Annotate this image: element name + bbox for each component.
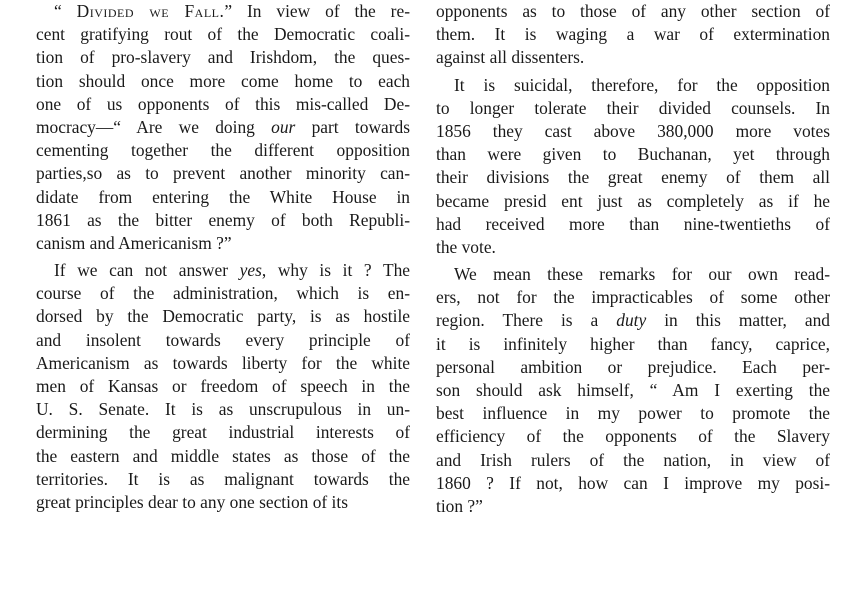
text-line — [436, 356, 830, 379]
emphasis-text: our — [271, 116, 296, 137]
text-run: , why is it ? The — [261, 260, 410, 281]
text-line — [436, 495, 830, 518]
text-run: We mean these remarks for our own read- — [454, 264, 830, 285]
text-run: one of us opponents of this mis-called De- — [36, 93, 410, 114]
text-run: had received more than nine-twentieths of — [436, 213, 830, 234]
text-line — [436, 120, 830, 143]
text-run: and insolent towards every principle of — [36, 329, 410, 350]
text-line — [36, 259, 410, 282]
text-line — [36, 46, 410, 69]
text-run: didate from entering the White House in — [36, 186, 410, 207]
text-run: than were given to Buchanan, yet through — [436, 144, 830, 165]
text-line — [36, 398, 410, 421]
text-line — [36, 375, 410, 398]
text-line — [36, 116, 410, 139]
text-line — [436, 23, 830, 46]
emphasis-text: yes — [239, 260, 262, 281]
text-line — [436, 166, 830, 189]
text-run: cementing together the different opposition — [36, 140, 410, 161]
text-run: tion of pro-slavery and Irishdom, the ques- — [36, 47, 410, 68]
text-line — [436, 46, 830, 69]
text-run: the eastern and middle states as those of the — [36, 445, 410, 466]
paragraph — [36, 259, 410, 514]
text-run: efficiency of the opponents of the Slavery — [436, 426, 830, 447]
text-line — [436, 97, 830, 120]
text-run: tion ?” — [436, 495, 483, 516]
text-run: parties,so as to prevent another minority can- — [36, 163, 410, 184]
text-line — [436, 449, 830, 472]
text-run: best influence in my power to promote the — [436, 403, 830, 424]
text-line — [36, 305, 410, 328]
text-run: It is suicidal, therefore, for the opposition — [454, 74, 830, 95]
text-line — [36, 352, 410, 375]
text-line — [436, 213, 830, 236]
emphasis-text: duty — [616, 310, 647, 331]
text-run: “ — [54, 1, 77, 21]
text-line — [36, 282, 410, 305]
paragraph — [436, 74, 830, 260]
text-run: Americanism as towards liberty for the white — [36, 352, 410, 373]
text-line — [436, 236, 830, 259]
left-column — [36, 0, 410, 514]
text-line — [36, 421, 410, 444]
text-run: their divisions the great enemy of them all — [436, 167, 830, 188]
text-run: in this matter, and — [646, 310, 830, 331]
right-column — [436, 0, 830, 518]
text-run: 1860 ? If not, how can I improve my posi- — [436, 472, 830, 493]
text-run: opponents as to those of any other section of — [436, 1, 830, 21]
paragraph — [436, 0, 830, 70]
text-run: to longer tolerate their divided counsels. In — [436, 97, 830, 118]
text-run: ers, not for the impracticables of some other — [436, 287, 830, 308]
text-run: became presid ent just as completely as if he — [436, 190, 830, 211]
text-line — [436, 286, 830, 309]
text-line — [36, 23, 410, 46]
text-run: great principles dear to any one section of its — [36, 491, 348, 512]
text-line — [436, 402, 830, 425]
text-run: region. There is a — [436, 310, 617, 331]
text-line — [36, 329, 410, 352]
text-line — [436, 472, 830, 495]
text-line — [36, 162, 410, 185]
text-run: against all dissenters. — [436, 47, 585, 68]
text-run: men of Kansas or freedom of speech in the — [36, 376, 410, 396]
text-run: dermining the great industrial interests of — [36, 422, 410, 443]
text-run: part towards — [295, 116, 410, 137]
paragraph — [36, 0, 410, 255]
text-run: the vote. — [436, 236, 496, 257]
text-line — [36, 139, 410, 162]
text-line — [36, 186, 410, 209]
text-line — [436, 425, 830, 448]
text-run: and Irish rulers of the nation, in view of — [436, 449, 830, 470]
text-run: U. S. Senate. It is as unscrupulous in un- — [36, 399, 410, 420]
text-run: cent gratifying rout of the Democratic coali- — [36, 24, 410, 45]
text-line — [436, 333, 830, 356]
text-line — [436, 379, 830, 402]
text-run: mocracy—“ Are we doing — [36, 116, 272, 137]
text-run: it is infinitely higher than fancy, caprice, — [436, 333, 830, 354]
text-line — [436, 143, 830, 166]
text-line — [36, 468, 410, 491]
text-line — [436, 74, 830, 97]
text-line — [36, 70, 410, 93]
text-line — [436, 263, 830, 286]
text-run: 1861 as the bitter enemy of both Republi- — [36, 209, 410, 230]
text-line — [36, 209, 410, 232]
text-run: 1856 they cast above 380,000 more votes — [436, 120, 830, 141]
text-run: canism and Americanism ?” — [36, 232, 232, 253]
text-run: dorsed by the Democratic party, is as hostile — [36, 306, 410, 327]
text-line — [36, 232, 410, 255]
text-line — [36, 491, 410, 514]
text-run: personal ambition or prejudice. Each per- — [436, 356, 830, 377]
paragraph — [436, 263, 830, 518]
text-line — [36, 445, 410, 468]
text-run: them. It is waging a war of extermination — [436, 24, 830, 45]
text-run: course of the administration, which is en- — [36, 283, 410, 304]
text-line — [36, 0, 410, 23]
text-run: son should ask himself, “ Am I exerting the — [436, 380, 830, 400]
text-line — [436, 190, 830, 213]
text-line — [436, 0, 830, 23]
text-run: If we can not answer — [54, 260, 240, 281]
text-line — [36, 93, 410, 116]
text-line — [436, 309, 830, 332]
article-heading: Divided we Fall. — [76, 1, 225, 21]
text-run: tion should once more come home to each — [36, 70, 410, 91]
text-run: territories. It is as malignant towards the — [36, 468, 410, 489]
text-run: ” In view of the re- — [224, 1, 410, 21]
